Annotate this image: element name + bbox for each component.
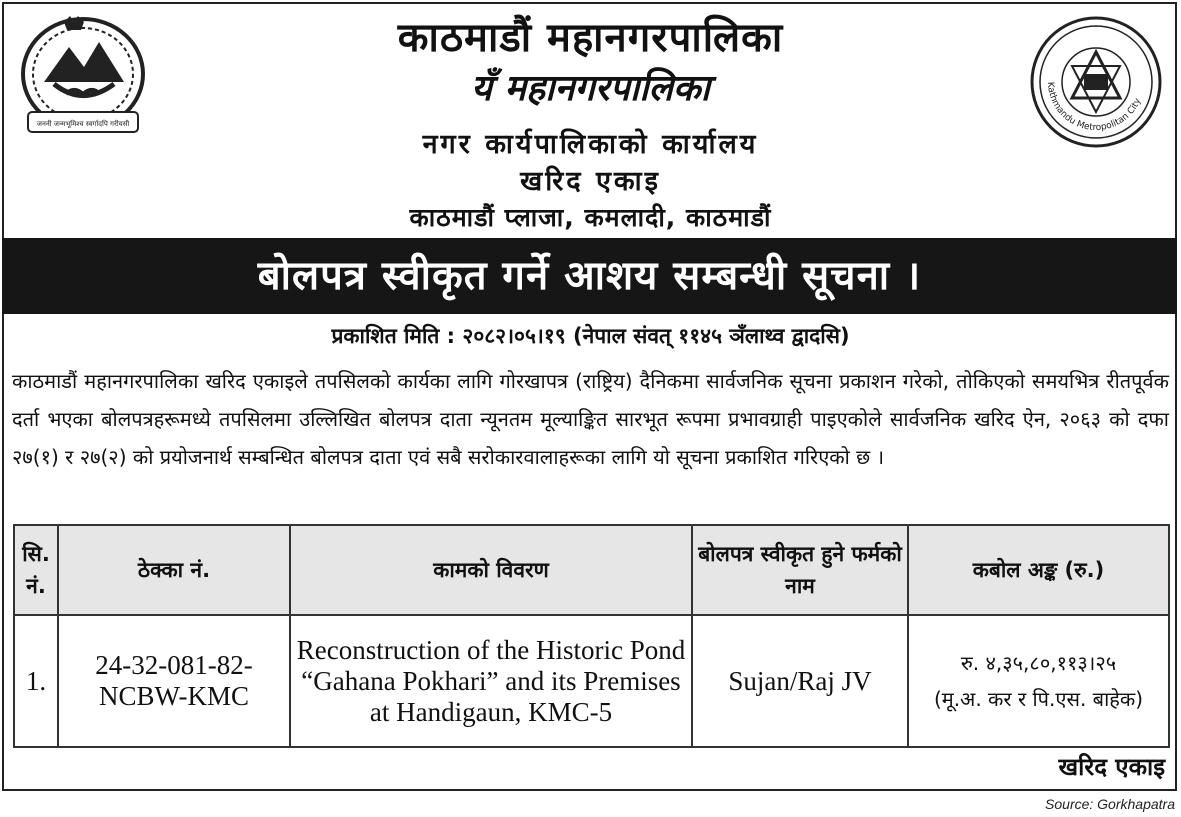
cell-description: Reconstruction of the Historic Pond “Gahana Pokhari” and its Premises at Handigaun, KMC-5	[290, 615, 692, 747]
published-date: प्रकाशित मिति : २०८२।०५।१९ (नेपाल संवत् ११४५ ञँलाथ्व द्वादसि)	[331, 324, 850, 348]
col-header-contract-no: ठेक्का नं.	[58, 525, 290, 615]
table-header-row	[14, 525, 1169, 615]
cell-contract-no: 24-32-081-82-NCBW-KMC	[58, 615, 290, 747]
amount-value: रु. ४,३५,८०,११३।२५	[960, 651, 1117, 675]
notice-heading-banner: बोलपत्र स्वीकृत गर्ने आशय सम्बन्धी सूचना ।	[2, 238, 1177, 314]
notice-body: काठमाडौं महानगरपालिका खरिद एकाइले तपसिलको कार्यका लागि गोरखापत्र (राष्ट्रिय) दैनिकमा सार्वजनिक सूचना प्रकाशन गरेको, तोकिएको समयभित्र रीतपूर्वक दर्ता भएका बोलपत्रहरूमध्ये तपसिलमा उल्लिखित बोलपत्र दाता न्यूनतम मूल्याङ्कित सारभूत रूपमा प्रभावग्राही पाइएकोले सार्वजनिक खरिद ऐन, २०६३ को दफा २७(१) र २७(२) को प्रयोजनार्थ सम्बन्धित बोलपत्र दाता एवं सबै सरोकारवालाहरूका लागि यो सूचना प्रकाशित गरिएको छ ।	[12, 369, 1169, 469]
emblem-motto-text: जननी जन्मभूमिश्च स्वर्गादपि गरीयसी	[36, 120, 130, 128]
cell-amount	[908, 615, 1169, 747]
award-table-container	[13, 524, 1168, 742]
source-credit: Source: Gorkhapatra	[1045, 796, 1175, 812]
procurement-unit: खरिद एकाइ	[520, 166, 661, 197]
col-header-firm: बोलपत्र स्वीकृत हुने फर्मको नाम	[692, 525, 908, 615]
amount-note: (मू.अ. कर र पि.एस. बाहेक)	[933, 687, 1144, 711]
cell-firm: Sujan/Raj JV	[692, 615, 908, 747]
col-header-description: कामको विवरण	[290, 525, 692, 615]
municipality-title: काठमाडौं महानगरपालिका	[397, 15, 784, 61]
office-address: काठमाडौं प्लाजा, कमलादी, काठमाडौं	[409, 203, 772, 232]
municipality-title-newari: यँ महानगरपालिका	[471, 67, 710, 109]
table-row	[14, 615, 1169, 747]
office-name: नगर कार्यपालिकाको कार्यालय	[422, 129, 759, 160]
award-table	[13, 524, 1170, 748]
signoff-unit: खरिद एकाइ	[1058, 753, 1165, 781]
col-header-sn: सि. नं.	[14, 525, 58, 615]
cell-sn: 1.	[14, 615, 58, 747]
seal-text: Kathmandu Metropolitan City	[1044, 81, 1144, 134]
col-header-amount: कबोल अङ्क (रु.)	[908, 525, 1169, 615]
